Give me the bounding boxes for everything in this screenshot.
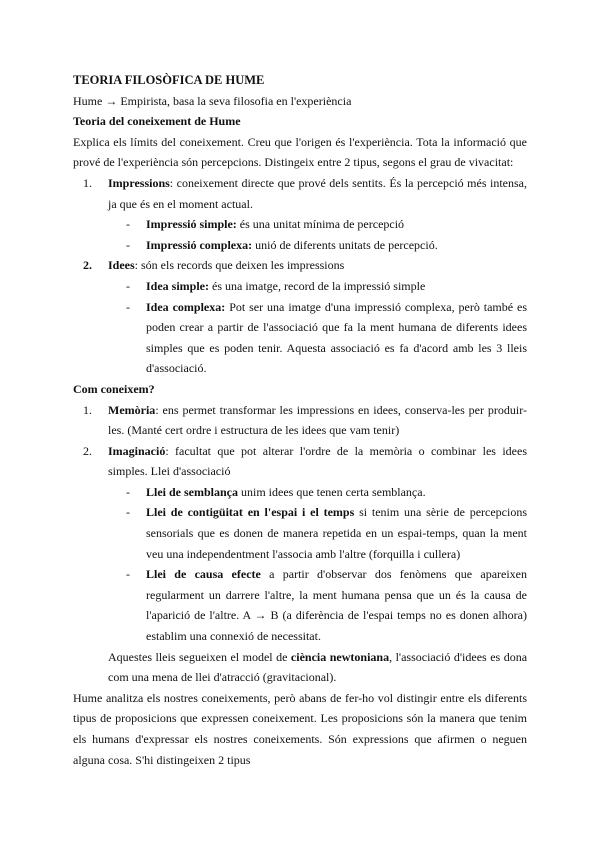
list-number: 1. [83,402,92,417]
final-paragraph: Hume analitza els nostres coneixements, però abans de fer-ho vol distingir entre els diferents tipus de proposicions que expressen coneixement. Les proposicions són la manera que tenim els humans d'expressar els nostres coneixements. Són expressions que afirmen o neguen alguna cosa. S'hi distingeixen 2 tipus [73,690,527,767]
item-text: : facultat que pot alterar l'ordre de la memòria o combinar les idees simples. Llei d'associació [108,443,527,479]
dash-bullet: - [126,299,130,314]
sub-term: Llei de contigüitat en l'espai i el temps [146,505,355,520]
sub-term: Idea complexa: [146,299,226,314]
list-item-ideas [83,255,528,379]
item-text: : són els records que deixen les impressions [134,258,345,273]
numbered-list-perceptions [73,173,527,379]
sub-term: Llei de semblança [146,484,238,499]
sub-item [126,502,528,564]
sub-list [108,214,527,255]
sub-term: Llei de causa efecte [146,567,261,582]
sub-text: unió de diferents unitats de percepció. [252,237,438,252]
dash-bullet: - [126,567,130,582]
sub-text: Pot ser una imatge d'una impressió complexa, però també es poden crear a partir de l'associació que fa la ment humana de diferents idees simples que es poden tenir. Aquesta associació es fa d'acord amb les 3 lleis d'associació. [146,299,528,376]
term-imagination: Imaginació [108,443,166,458]
term-impressions: Impressions [108,175,170,190]
list-number: 1. [83,175,92,190]
sub-text: és una unitat mínima de percepció [236,217,405,232]
sub-term: Idea simple: [146,278,209,293]
sub-item [126,564,527,646]
sub-list [108,276,527,379]
list-item-impressions [83,173,527,255]
sub-item [126,235,527,256]
section-heading-theory: Teoria del coneixement de Hume [73,114,241,129]
sub-text: és una imatge, record de la impressió simple [209,278,426,293]
closing-paragraph [73,647,527,688]
sub-item [126,276,527,297]
dash-bullet: - [126,505,130,520]
sub-term: Impressió simple: [146,217,237,232]
sub-text: unim idees que tenen certa semblança. [238,484,426,499]
sub-term: Impressió complexa: [146,237,253,252]
dash-bullet: - [126,278,130,293]
item-text: : coneixement directe que prové dels sentits. És la percepció més intensa, ja que és en el moment actual. [108,175,527,211]
list-number: 2. [83,258,92,273]
numbered-list-faculties [73,400,527,647]
dash-bullet: - [126,217,130,232]
dash-bullet: - [126,484,130,499]
closing-bold: ciència newtoniana [290,649,390,664]
section-heading-how: Com coneixem? [73,381,155,396]
sub-item [126,214,527,235]
sub-item [126,297,528,379]
page-title: TEORIA FILOSÒFICA DE HUME [73,73,265,87]
term-memory: Memòria [108,402,156,417]
closing-text: , l'associació d'idees es dona com una mena de llei d'atracció (gravitacional). [108,649,528,685]
dash-bullet: - [126,237,130,252]
sub-list [108,482,527,647]
sub-text: si tenim una sèrie de percepcions sensorials que es donen de manera repetida en un espai-temps, quan la ment veu una independentment l'associa amb l'altre (forquilla i cullera) [146,505,528,561]
intro-line: Hume → Empirista, basa la seva filosofia en l'experiència [73,93,352,108]
list-number: 2. [83,443,92,458]
section-paragraph: Explica els límits del coneixement. Creu que l'origen és l'experiència. Tota la informació que prové de l'experiència són percepcions. Distingeix entre 2 tipus, segons el grau de vivacitat: [73,134,527,170]
sub-item [126,482,527,503]
list-item-memory [83,400,527,441]
term-ideas: Idees [108,258,135,273]
closing-text: Aquestes lleis segueixen el model de [108,649,291,664]
list-item-imagination [83,441,528,647]
item-text: : ens permet transformar les impressions en idees, conserva-les per produir-les. (Manté cert ordre i estructura de les idees que vam tenir) [108,402,527,438]
sub-text: a partir d'observar dos fenòmens que apareixen regularment un darrere l'altre, la ment humana pensa que un és la causa de l'aparició de l'altre. A → B (a diferència de l'espai temps no es donen alhora) establim una connexió de necessitat. [146,567,527,644]
